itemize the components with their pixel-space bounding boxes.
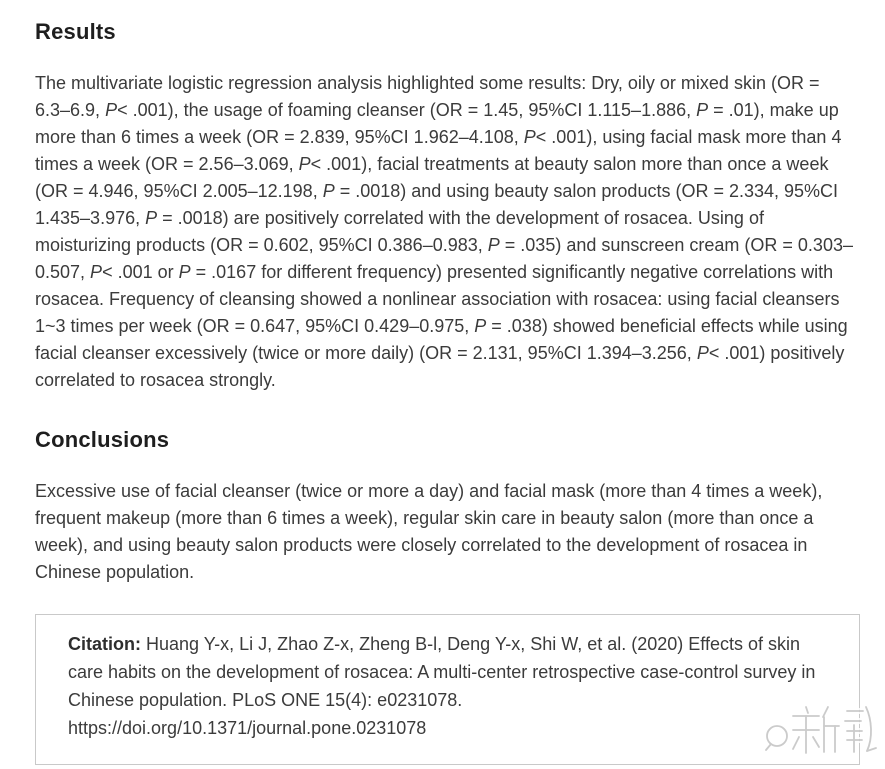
results-paragraph: The multivariate logistic regression analysis highlighted some results: Dry, oily or mixed skin (OR = 6.3–6.9, P< .001), the usage of foaming cleanser (OR = 1.45, 95%CI 1.115–1.886, P = .01), make up more than 6 times a week (OR = 2.839, 95%CI 1.962–4.108, P< .001), using facial mask more than 4 times a week (OR = 2.56–3.069, P< .001), facial treatments at beauty salon more than once a week (OR = 4.946, 95%CI 2.005–12.198, P = .0018) and using beauty salon products (OR = 2.334, 95%CI 1.435–3.976, P = .0018) are positively correlated with the development of rosacea. Using of moisturizing products (OR = 0.602, 95%CI 0.386–0.983, P = .035) and sunscreen cream (OR = 0.303–0.507, P< .001 or P = .0167 for different frequency) presented significantly negative correlations with rosacea. Frequency of cleansing showed a nonlinear association with rosacea: using facial cleansers 1~3 times per week (OR = 0.647, 95%CI 0.429–0.975, P = .038) showed beneficial effects while using facial cleanser excessively (twice or more daily) (OR = 2.131, 95%CI 1.394–3.256, P< .001) positively correlated to rosacea strongly.	[35, 73, 853, 390]
citation-text	[68, 630, 821, 742]
conclusions-heading: Conclusions	[35, 427, 170, 452]
conclusions-paragraph: Excessive use of facial cleanser (twice or more a day) and facial mask (more than 4 times a week), frequent makeup (more than 6 times a week), regular skin care in beauty salon (more than once a week), and using beauty salon products were closely correlated to the development of rosacea in Chinese population.	[35, 481, 823, 582]
citation-doi-url: https://doi.org/10.1371/journal.pone.0231078	[68, 718, 427, 738]
citation-label: Citation:	[68, 634, 141, 654]
results-heading: Results	[35, 19, 116, 44]
citation-body: Huang Y-x, Li J, Zhao Z-x, Zheng B-l, Deng Y-x, Shi W, et al. (2020) Effects of skin care habits on the development of rosacea: A multi-center retrospective case-control survey in Chinese population. PLoS ONE 15(4): e0231078.	[68, 634, 816, 710]
citation-box	[35, 614, 860, 765]
